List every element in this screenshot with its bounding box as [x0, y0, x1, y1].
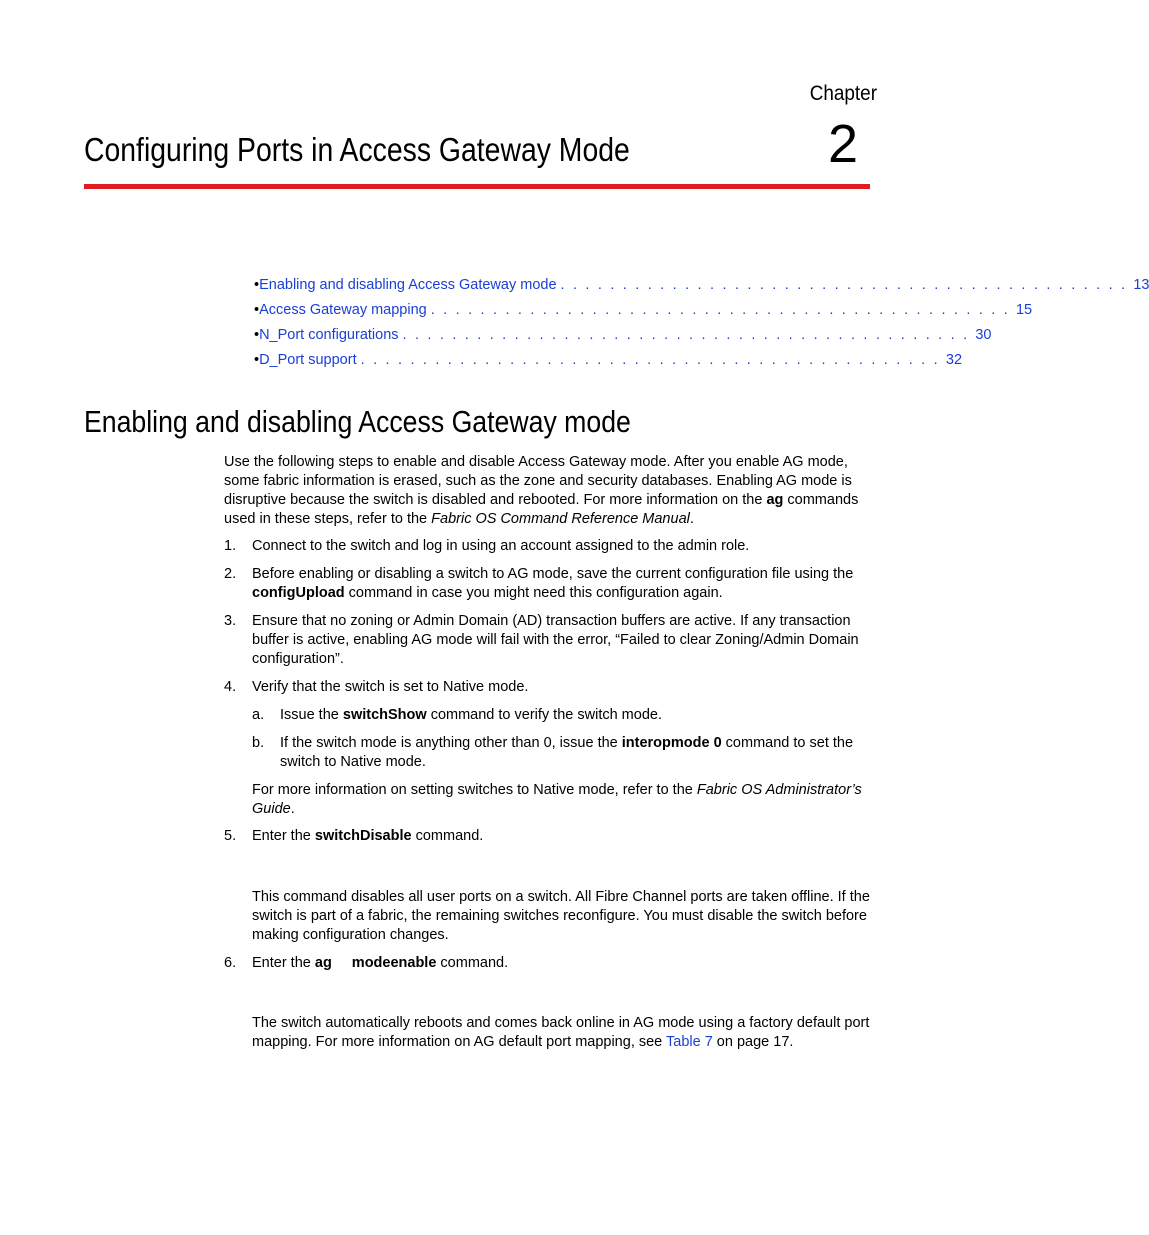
command-name: ag: [314, 955, 332, 971]
substep-b: [252, 734, 872, 772]
note-native-mode: [252, 781, 872, 819]
toc-page[interactable]: 15: [1015, 302, 1033, 318]
bullet-icon: •: [254, 352, 260, 368]
step-text-part: command in case you might need this configuration again.: [344, 585, 723, 601]
chapter-title: Configuring Ports in Access Gateway Mode: [84, 131, 630, 168]
step-text: [252, 565, 872, 603]
command-name: switchDisable: [314, 828, 412, 844]
command-name: ag: [766, 492, 784, 508]
bullet-icon: •: [254, 277, 260, 293]
command-name: modeenable: [351, 955, 437, 971]
toc-link[interactable]: Enabling and disabling Access Gateway mode: [259, 277, 557, 293]
step-text: Ensure that no zoning or Admin Domain (AD) transaction buffers are active. If any transaction buffer is active, enabling AG mode will fail with the error, “Failed to clear Zoning/Admin Domain configuration”.: [252, 613, 859, 667]
toc-page[interactable]: 13: [1133, 277, 1149, 293]
step-text-part: command.: [436, 955, 509, 971]
note-text: .: [290, 801, 295, 817]
step-1: [224, 537, 872, 556]
substep-a: [252, 706, 872, 725]
intro-paragraph: [224, 453, 872, 529]
step-3: [224, 612, 872, 669]
step-number: a.: [252, 707, 265, 723]
step-text: [252, 954, 872, 973]
step-text: [252, 827, 872, 846]
table-link[interactable]: Table 7: [666, 1034, 713, 1050]
note-reboot: [252, 1014, 872, 1052]
step-text-part: Enter the: [252, 828, 315, 844]
note-text: The switch automatically reboots and comes back online in AG mode using a factory default port mapping. For more information on AG default port mapping, see: [252, 1015, 870, 1050]
step-text-part: If the switch mode is anything other than 0, issue the: [280, 735, 622, 751]
toc-leader: . . . . . . . . . . . . . . . . . . . . . . . . . . . . . . . . . . . . . . . . . . . . . . .: [430, 302, 1010, 318]
toc-item[interactable]: [254, 274, 1149, 299]
step-text-part: command to verify the switch mode.: [426, 707, 662, 723]
step-5: [224, 827, 872, 846]
manual-reference: Fabric OS Administrator’s Guide: [252, 782, 862, 817]
command-name: switchShow: [342, 707, 427, 723]
step-text-part: command to set the switch to Native mode.: [280, 735, 854, 770]
step-text-part: Enter the: [252, 955, 315, 971]
command-name: configUpload: [252, 585, 345, 601]
step-number: 2.: [224, 566, 237, 582]
note-switch-disable: This command disables all user ports on a switch. All Fibre Channel ports are taken offline. If the switch is part of a fabric, the remaining switches reconfigure. You must disable the switch before making configuration changes.: [252, 889, 870, 943]
step-number: b.: [252, 735, 265, 751]
step-text: [280, 734, 872, 772]
toc-link[interactable]: D_Port support: [259, 352, 357, 368]
note-text: For more information on setting switches to Native mode, refer to the: [252, 782, 697, 798]
toc-link[interactable]: N_Port configurations: [259, 327, 399, 343]
chapter-rule: [84, 184, 870, 189]
toc-page[interactable]: 30: [975, 327, 992, 343]
chapter-label: Chapter: [809, 82, 877, 105]
intro-text: commands used in these steps, refer to the: [224, 492, 859, 527]
chapter-toc: [254, 274, 1149, 374]
toc-leader: . . . . . . . . . . . . . . . . . . . . . . . . . . . . . . . . . . . . . . . . . . . . . .: [402, 327, 970, 343]
step-text: Verify that the switch is set to Native mode.: [252, 679, 529, 695]
step-number: 5.: [224, 828, 237, 844]
step-text-part: command.: [411, 828, 484, 844]
toc-item[interactable]: [254, 324, 992, 349]
step-2: [224, 565, 872, 603]
step-number: 1.: [224, 538, 237, 554]
toc-leader: . . . . . . . . . . . . . . . . . . . . . . . . . . . . . . . . . . . . . . . . . . . . . .: [560, 277, 1128, 293]
note-text: on page 17.: [712, 1034, 794, 1050]
step-6: [224, 954, 872, 973]
intro-text: Use the following steps to enable and disable Access Gateway mode. After you enable AG mode, some fabric information is erased, such as the zone and security databases. Enabling AG mode is disruptive because the switch is disabled and rebooted. For more information on the: [224, 454, 852, 508]
step-text-part: Issue the: [280, 707, 343, 723]
chapter-number: 2: [827, 114, 858, 174]
bullet-icon: •: [254, 327, 260, 343]
step-text-part: Before enabling or disabling a switch to AG mode, save the current configuration file using the: [252, 566, 854, 582]
command-name: interopmode 0: [621, 735, 722, 751]
step-text: Connect to the switch and log in using an account assigned to the admin role.: [252, 538, 750, 554]
toc-item[interactable]: [254, 349, 963, 374]
manual-reference: Fabric OS Command Reference Manual: [431, 511, 690, 527]
toc-item[interactable]: [254, 299, 1033, 324]
step-number: 3.: [224, 613, 237, 629]
intro-text: .: [689, 511, 694, 527]
step-4: [224, 678, 872, 697]
section-title: Enabling and disabling Access Gateway mode: [84, 404, 631, 439]
step-number: 4.: [224, 679, 237, 695]
toc-link[interactable]: Access Gateway mapping: [259, 302, 427, 318]
toc-page[interactable]: 32: [945, 352, 963, 368]
toc-leader: . . . . . . . . . . . . . . . . . . . . . . . . . . . . . . . . . . . . . . . . . . . . . . .: [360, 352, 940, 368]
step-text: [280, 706, 872, 725]
bullet-icon: •: [254, 302, 260, 318]
step-number: 6.: [224, 955, 237, 971]
